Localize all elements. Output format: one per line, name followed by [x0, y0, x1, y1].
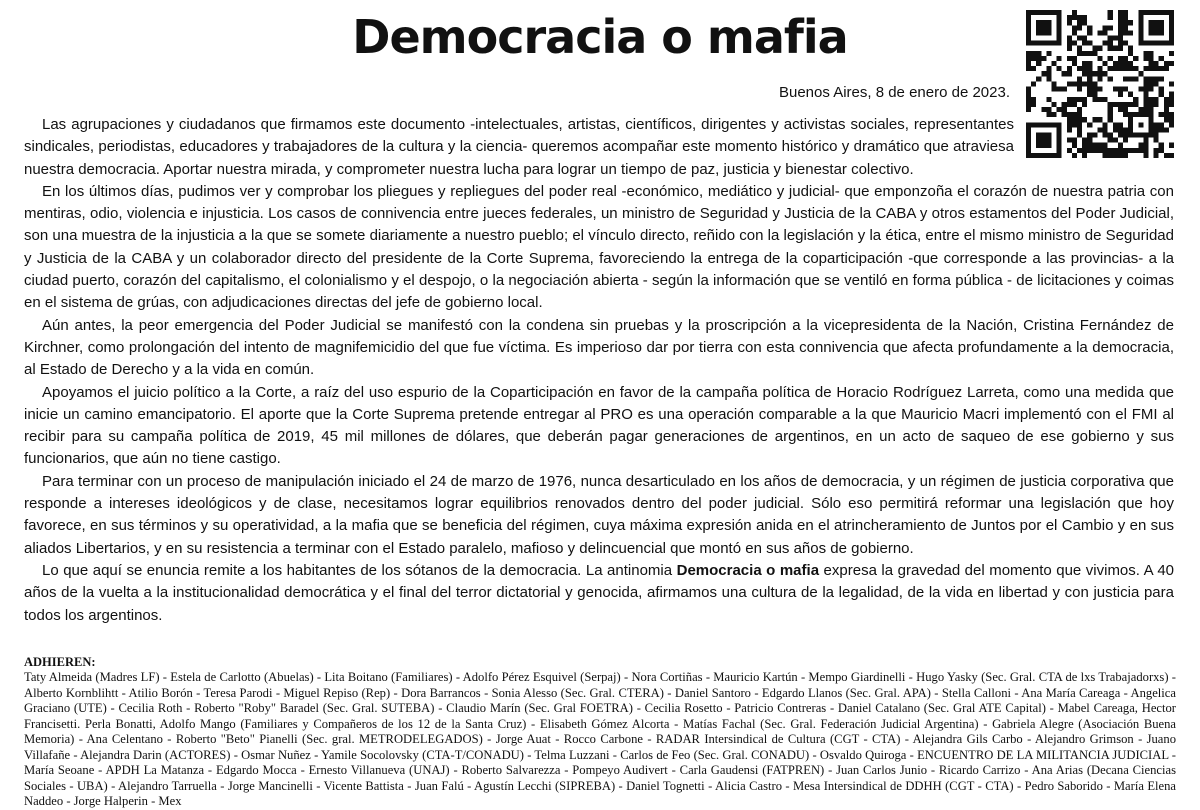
qr-code-icon: [1026, 10, 1174, 158]
paragraph-6-end: expresa la gravedad del momento que vivimos. A 40 años de la vuelta a la institucionalidad democrática y el final del terror dictatorial y genocida, afirmamos una cultura de la legalidad, de la vida en libertad y con justicia para todos los argentinos.: [24, 561, 1175, 624]
date-line: Buenos Aires, 8 de enero de 2023.: [778, 84, 1010, 101]
paragraph-2: En los últimos días, pudimos ver y comprobar los pliegues y repliegues del poder real -económico, mediático y judicial- que emponzoña el corazón de nuestra patria con mentiras, odio, violencia e injusticia. Los casos de connivencia entre jueces federales, un ministro de Seguridad y Justicia de la CABA y otros estamentos del Poder Judicial, son una muestra de la injusticia a la que se somete diariamente a nuestro pueblo; el vínculo directo, reñido con la legislación y la ética, entre el mismo ministro de Seguridad y Justicia de la CABA y un colaborador directo del presidente de la Corte Suprema, favoreciendo la entrega de la coparticipación -que corresponde a las provincias- a la ciudad puerto, corazón del capitalismo, el colonialismo y el despojo, o la negociación abierta - según la información que se ventiló en forma pública - de licitaciones y coimas en el sistema de grúas, con adjudicaciones directas del jefe de gobierno local.: [24, 182, 1174, 312]
paragraph-1: Las agrupaciones y ciudadanos que firmamos este documento -intelectuales, artistas, científicos, dirigentes y activistas sociales, representantes sindicales, periodistas, educadores y trabajadores de la cultura y la ciencia- queremos acompañar este momento histórico y dramático que atraviesa nuestra democracia. Aportar nuestra mirada, y comprometer nuestra lucha para lograr un tiempo de paz, justicia y bienestar colectivo.: [24, 116, 1014, 178]
paragraph-3: Aún antes, la peor emergencia del Poder Judicial se manifestó con la condena sin pruebas y la proscripción a la vicepresidenta de la Nación, Cristina Fernández de Kirchner, como prolongación del intento de magnifemicidio del que fue víctima. Es imperioso dar por tierra con esta connivencia que afecta profundamente a la democracia, al Estado de Derecho y a la vida en común.: [24, 316, 1174, 379]
paragraph-6-start: Lo que aquí se enuncia remite a los habitantes de los sótanos de la democracia. La antinomia: [42, 561, 677, 579]
paragraph-4: Apoyamos el juicio político a la Corte, a raíz del uso espurio de la Coparticipación en favor de la campaña política de Horacio Rodríguez Larreta, como una medida que inicie un camino emancipatorio. El aporte que la Corte Suprema pretende entregar al PRO es una operación comparable a la que Mauricio Macri implementó con el FMI al recibir para su campaña política de 2019, 45 mil millones de dólares, que deberán pagar generaciones de argentinos, en un acto de saqueo de ese gobierno y sus funcionarios, que aún no tiene castigo.: [24, 383, 1174, 468]
paragraph-6: [24, 560, 1174, 627]
adhieren-heading: ADHIEREN:: [24, 655, 96, 669]
paragraph-6-bold: Democracia o mafia: [676, 561, 820, 579]
adhieren-list: Taty Almeida (Madres LF) - Estela de Carlotto (Abuelas) - Lita Boitano (Familiares) - Adolfo Pérez Esquivel (Serpaj) - Nora Cortiñas - Mauricio Kartún - Mempo Giardinelli - Hugo Yasky (Sec. Gral. CTA de lxs Trabajadorxs) - Alberto Kornblihtt - Atilio Borón - Teresa Parodi - Miguel Repiso (Rep) - Dora Barrancos - Sonia Alesso (Sec. Gral. CTERA) - Daniel Santoro - Edgardo Llanos (Sec. Gral. APA) - Stella Calloni - Ana María Careaga - Angelica Graciano (UTE) - Cecilia Roth - Roberto "Roby" Baradel (Sec. Gral. SUTEBA) - Claudio Marín (Sec. Gral FOETRA) - Cecilia Rosetto - Patricio Contreras - Daniel Catalano (Sec. Gral ATE Capital) - Mabel Careaga, Hector Francisetti. Perla Bonatti, Adolfo Mango (Familiares y Compañeros de los 12 de la Santa Cruz) - Elisabeth Gómez Alcorta - Matías Fachal (Sec. Gral. Federación Judicial Argentina) - Gabriela Alegre (Asociación Buena Memoria) - Ana Celentano - Roberto "Beto" Pianelli (Sec. gral. METRODELEGADOS) - Jorge Auat - Rocco Carbone - RADAR Intersindical de Cultura (CGT - CTA) - Alejandra Gils Carbo - Alejandro Grimson - Juano Villafañe - Alejandra Darin (ACTORES) - Osmar Nuñez - Yamile Socolovsky (CTA-T/CONADU) - Telma Luzzani - Carlos de Feo (Sec. Gral. CONADU) - Osvaldo Quiroga - ENCUENTRO DE LA MILITANCIA JUDICIAL - María Seoane - APDH La Matanza - Edgardo Mocca - Ernesto Villanueva (UNAJ) - Roberto Salvarezza - Pompeyo Audivert - Carla Gaudensi (FATPREN) - Juan Carlos Junio - Ricardo Carrizo - Ana Arias (Decana Ciencias Sociales - UBA) - Alejandro Tarruella - Jorge Mancinelli - Vicente Battista - Juan Falú - Agustín Lecchi (SIPREBA) - Daniel Tognetti - Alicia Castro - Mesa Intersindical de DDHH (CGT - CTA) - Pedro Saborido - María Elena Naddeo - Jorge Halperin - Mex: [24, 670, 1176, 808]
paragraph-5: Para terminar con un proceso de manipulación iniciado el 24 de marzo de 1976, nunca desarticulado en los años de democracia, y un régimen de justicia corporativa que responde a intereses ideológicos y de clase, necesitamos lograr equilibrios renovados dentro del poder judicial. Sólo eso permitirá reformar una legislación que hoy favorece, en sus términos y su operatividad, a la mafia que se beneficia del régimen, cuya máxima expresión anida en el atrincheramiento de Juntos por el Cambio y en sus aliados Libertarios, y en su resistencia a terminar con el Estado paralelo, mafioso y delincuencial que montó en sus años de gobierno.: [24, 472, 1174, 557]
article-body: [24, 114, 1175, 627]
page-title: Democracia o mafia: [352, 10, 848, 64]
